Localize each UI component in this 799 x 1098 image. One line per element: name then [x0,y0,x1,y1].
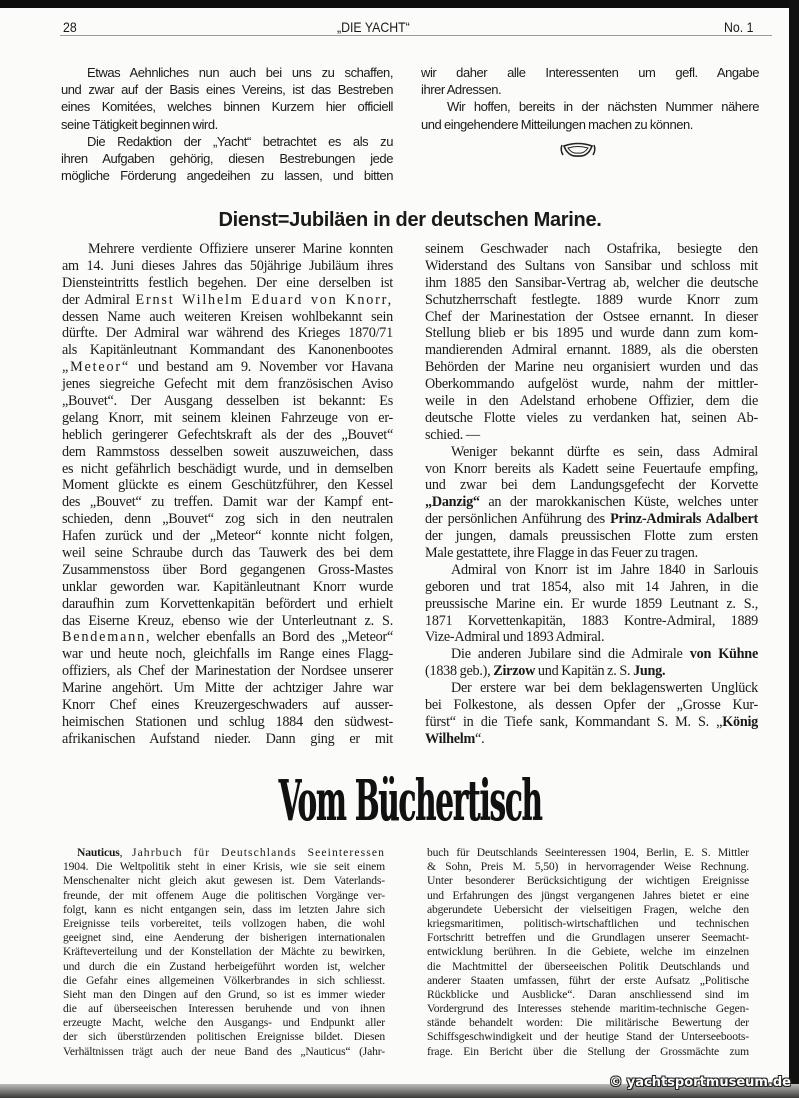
text-line: Etwas Aehnliches nun auch bei uns zu schaffen, [87,65,393,80]
text-line: und eingehendere Mitteilungen machen zu können. [421,116,693,132]
text-line: die Machtmittel der überseeischen Politik Deutschlands und [427,959,749,973]
text-line: am 14. Juni dieses Jahres das 50jährige Jubiläum ihres [62,257,393,274]
text-line: Admiral von Knorr ist im Jahre 1840 in Sarlouis [451,561,758,578]
text-line: gelang Knorr, mit seinem kleinen Fahrzeuge von er- [62,409,393,426]
text-line: bei Folkestone, als dessen Opfer der „Grosse Kur- [425,697,758,714]
text-line: und zwar bei dem Landungsgefecht der Korvette [425,477,758,494]
text-line: wir daher alle Interessenten um gefl. Angabe [421,65,759,80]
text-line: afrikanischen Aufstand nieder. Dann ging er mit [62,730,393,747]
text-line: schied. — [425,426,480,443]
text-span: der Admiral [62,291,136,308]
article-left-column [62,241,393,748]
text-line: weil seine Schraube durch das Tauwerk des bei dem [62,545,393,562]
text-line [425,731,758,748]
text-line: Ereignisse teils vorbereitet, teils vollzogen haben, die wohl [63,916,385,930]
text-line: folgt, kann es nicht entgangen sein, dass im letzten Jahre sich [63,902,385,916]
text-line: von Knorr bereits als Kadett seine Feuertaufe empfing, [425,460,758,477]
text-line: Verhältnissen trägt auch der neue Band des „Nauticus“ (Jahr- [63,1044,385,1058]
text-line: Widerstand des Sultans von Sansibar und schloss mit [425,257,758,274]
text-line: Marine angehört. Um Mitte der achtziger Jahre war [62,680,393,697]
bold-text: Nauticus [77,846,120,859]
text-line: Oberkommando aufgelöst wurde, nahm der mittler- [425,376,758,393]
text-line [62,629,393,646]
text-span: der persönlichen Anführung des [425,511,611,528]
text-line: war und heute noch, gleichfalls im Range eines Flagg- [62,646,393,663]
text-line: abgerundete Uebersicht der vielseitigen Fragen, welche den [427,902,749,916]
text-line: offiziers, als Chef der Marinestation der Nordsee unserer [62,663,393,680]
running-title: „DIE YACHT“ [337,19,410,35]
text-line: Unter besonderer Berücksichtigung der wichtigen Ereignisse [427,874,749,888]
text-line: Vize-Admiral und 1893 Admiral. [425,629,605,646]
text-line: und durch die ein Zustand herbeigeführt worden ist, welcher [63,959,385,973]
text-line: Die Redaktion der „Yacht“ betrachtet es als zu [87,133,393,149]
bold-text: Jung. [633,663,666,680]
text-line: Mehrere verdiente Offiziere unserer Marine konnten [88,241,393,257]
text-line [62,292,393,309]
text-span: fürst“ in die Tiefe sank, Kommandant S. M. S. „ [425,713,723,730]
text-line: jenes siegreiche Gefecht mit dem französischen Aviso [62,376,393,393]
text-span: und Kapitän z. S. [535,663,634,680]
text-line [425,714,758,731]
text-line: freunde, der mit offenem Auge die politischen Vorgänge ver- [63,888,385,902]
text-line: Der erstere war bei dem beklagenswerten Unglück [451,680,758,697]
text-line: Schutzherrschaft festlegte. 1889 wurde Knorr zum [425,291,758,308]
scan-border-top [0,0,799,8]
text-line: das Eiserne Kreuz, ebenso wie der Unterleutnant z. S. [62,612,393,629]
text-line: Zusammenstoss über Bord gegangenen Gross-Mastes [62,561,393,578]
text-line [425,646,758,663]
bold-text: Wilhelm [425,730,476,747]
text-line: und zwar auf der Basis eines Vereins, ist das Bestreben [61,82,393,98]
text-line: heimischen Stationen und schlug 1884 den südwest- [62,713,393,730]
bold-text: König [722,713,758,730]
header-rule [60,35,772,36]
article-right-column [425,241,758,748]
text-line: Fortschritt betreffen und die Grundlagen unserer Seemacht- [427,931,749,945]
text-line: Vordergrund des Interesses stehende maritim-technische Gegen- [427,1002,749,1016]
text-line: Menschenalter nicht gleich akut gewesen ist. Dem Vaterlands- [63,874,385,888]
text-line: preussische Marine ein. Er wurde 1859 Leutnant z. S., [425,595,758,612]
text-span: , welcher ebenfalls an Bord des „Meteor“ [145,629,393,646]
text-line [63,846,385,860]
watermark: © yachtsportmuseum.de [609,1075,791,1090]
text-line: schieden, denn „Bouvet“ zog sich in den neutralen [62,511,393,528]
bold-text: Zirzow [493,663,536,680]
text-line: deutsche Flotte vieles zu verdanken hat, seinen Ab- [425,409,758,426]
spaced-text: „Meteor“ [62,359,130,376]
text-line: anderer Staaten umfassen, führt der erste Aufsatz „Politische [427,973,749,987]
books-right-column [427,846,749,1059]
text-line: Hafen zurück und der „Meteor“ konnte nicht folgen, [62,528,393,545]
scan-border-right [789,0,799,1098]
top-right-column [421,64,759,133]
text-line: Sieht man den Dingen auf den Grund, so ist es immer wieder [63,987,385,1001]
text-line: Male gestattete, ihre Flagge in das Feuer zu tragen. [425,545,698,562]
text-span: Die anderen Jubilare sind die Admirale [451,646,690,663]
text-line: es nicht gefährlich beschädigt wurde, und in demselben [62,460,393,477]
text-span: und bestand am 9. November vor Havana [129,359,393,376]
text-line: Rückblicke und Ausblicke“. Daran anschliessend sind im [427,987,749,1001]
text-line: kriegsmaritimen, politisch-wirtschaftlichen und technischen [427,916,749,930]
bold-text: Prinz-Admirals Adalbert [610,511,758,528]
spaced-text: Ernst Wilhelm Eduard von Knorr, [135,291,393,308]
text-line: & Sohn, Preis M. 5,50) in hervorragender Weise Rechnung. [427,860,749,874]
bold-text: „Danzig“ [425,494,480,511]
text-line: dessen Name auch weiteren Kreisen wohlbekannt sein [62,308,393,325]
text-line [425,494,758,511]
text-line: 1871 Korvettenkapitän, 1883 Kontre-Admiral, 1889 [425,612,758,629]
text-line: geeignet sind, eine Aenderung der bisherigen internationalen [63,931,385,945]
text-line: Wir hoffen, bereits in der nächsten Nummer nähere [447,99,759,115]
text-line: Kräfteverteilung und der Konstellation der Mächte zu bewirken, [63,945,385,959]
text-line: entwicklung berühren. In die Gebiete, welche im einzelnen [427,945,749,959]
text-line: dem Rammstoss desselben soweit auszuweichen, dass [62,443,393,460]
spaced-text: Bendemann [62,629,146,646]
text-line: daraufhin zum Korvettenkapitän befördert und erhielt [62,595,393,612]
text-span: (1838 geb.), [425,663,494,680]
text-line: als Kapitänleutnant Kommandant des Kanonenbootes [62,342,393,359]
text-line [425,663,758,680]
text-span: “. [475,730,485,747]
text-line: heblich geringerer Gefechtskraft als der des „Bouvet“ [62,426,393,443]
page-number: 28 [63,19,77,35]
text-line: unklar geworden war. Kapitänleutnant Knorr wurde [62,578,393,595]
text-line: geboren und trat 1854, also mit 14 Jahren, in die [425,578,758,595]
books-left-column [63,846,385,1059]
text-line: Weniger bekannt dürfte es sein, dass Admiral [451,443,758,460]
text-line: erzeugte Macht, welche den Ausgangs- und Endpunkt aller [63,1016,385,1030]
text-line: ihrer Adressen. [421,82,502,98]
text-line: Moment glückte es einem Geschützführer, den Kessel [62,477,393,494]
text-line: ihm 1885 den Sansibar-Vertrag ab, welcher die deutsche [425,274,758,291]
text-line: die auf überseeischen Interessen beruhende und von ihnen [63,1002,385,1016]
text-line: buch für Deutschlands Seeinteressen 1904, Berlin, E. S. Mittler [427,846,749,859]
text-line [62,359,393,376]
text-line: und Erfahrungen des jüngst vergangenen Jahres bietet er eine [427,888,749,902]
text-line: dürfte. Der Admiral war während des Krieges 1870/71 [62,325,393,342]
text-line: mandierenden Admiral ernannt. 1889, als die obersten [425,342,758,359]
text-line: mögliche Förderung angedeihen zu lassen, und bitten [61,168,393,184]
text-line: seine Tätigkeit beginnen wird. [61,116,218,132]
text-line: seinem Geschwader nach Ostafrika, besiegte den [425,241,758,257]
vignette-ornament-icon [558,141,598,159]
top-left-column [61,64,393,184]
article-heading: Dienst=Jubiläen in der deutschen Marine. [218,209,602,231]
bold-text: von Kühne [689,646,758,663]
text-line: frage. Ein Bericht über die Stellung der Grossmächte zum [427,1044,749,1058]
text-line: des „Bouvet“ zu treffen. Damit war der Kampf ent- [62,494,393,511]
text-span: an der marokkanischen Küste, welches unter [479,494,758,511]
text-line [425,511,758,528]
spaced-text: Jahrbuch für Deutschlands Seeinteressen [131,846,385,859]
text-line: der sich überstürzenden politischen Ereignisse bildet. Diesen [63,1030,385,1044]
text-line: stände behandelt worden: Die militärische Bewertung der [427,1016,749,1030]
text-line: Schiffsgeschwindigkeit und der heutige Stand der Unterseeboots- [427,1030,749,1044]
text-line: Chef der Marinestation der Ostsee ernannt. In dieser [425,308,758,325]
text-line: Stellung blieb er bis 1895 und wurde dann zum kom- [425,325,758,342]
text-line: „Bouvet“. Der Ausgang desselben ist bekannt: Es [62,393,393,410]
text-line: weile in den Adelstand erhobene Offizier, dem die [425,393,758,410]
text-line: Diensteintritts festlich begehen. Der eine derselben ist [62,274,393,291]
text-line: 1904. Die Weltpolitik steht in einer Krisis, wie sie seit einem [63,860,385,874]
section-title-vom-buechertisch: Vom Büchertisch [278,768,542,834]
text-line: der jungen, damals preussischen Flotte zum ersten [425,528,758,545]
text-line: die Gefahr eines allgemeinen Völkerbrandes in sich schliesst. [63,973,385,987]
issue-number: No. 1 [724,19,754,35]
text-span: , [119,846,132,859]
text-line: ihren Aufgaben gehörig, diesen Bestrebungen jede [61,150,393,166]
text-line: Knorr Chef eines Kreuzergeschwaders auf ausser- [62,697,393,714]
text-line: Behörden der Marine neu organisiert wurden und das [425,359,758,376]
text-line: eines Komitées, welches binnen Kurzem hier officiell [61,99,393,115]
